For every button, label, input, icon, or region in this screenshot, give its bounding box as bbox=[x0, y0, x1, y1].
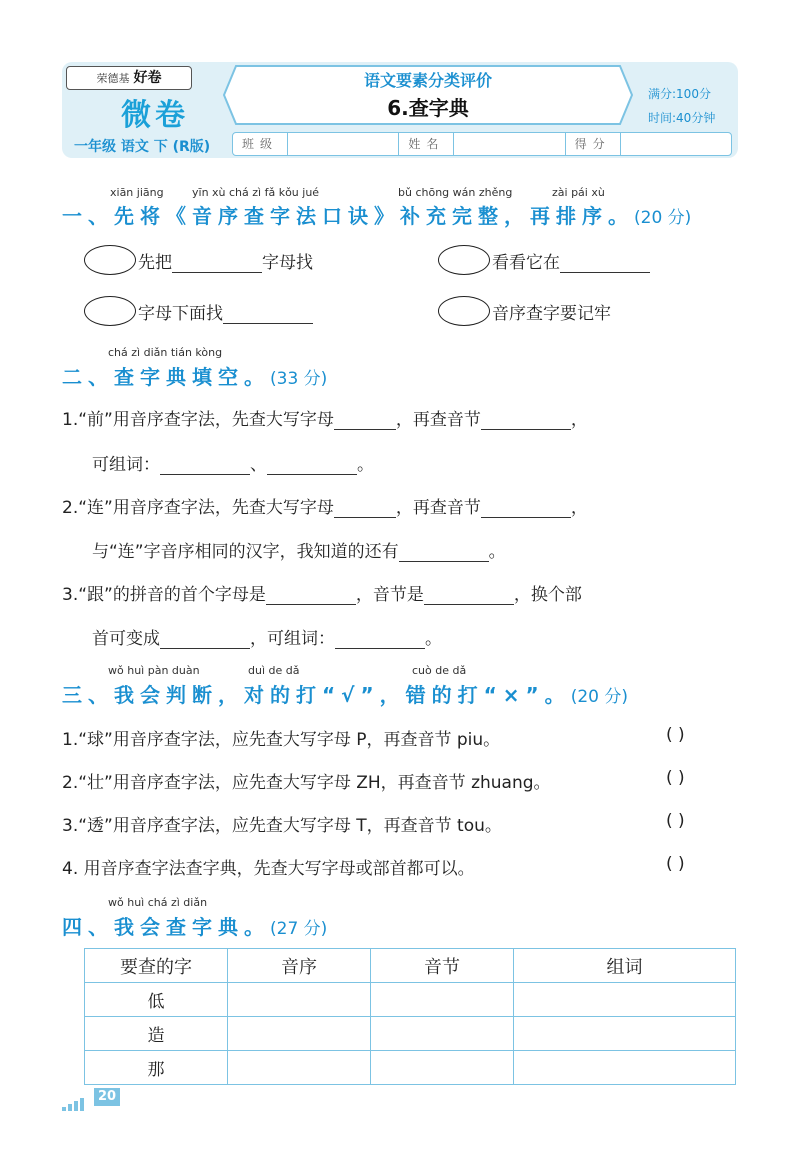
time-limit: 时间:40分钟 bbox=[648, 111, 716, 125]
s2-q1-a: 1.“前”用音序查字法，先查大写字母 bbox=[62, 410, 334, 430]
s3-answer-paren-1[interactable]: ( ) bbox=[666, 725, 685, 745]
s2-q1-blank-letter[interactable] bbox=[334, 411, 396, 430]
s2-q3-c: ，换个部 bbox=[513, 585, 582, 605]
name-cell bbox=[399, 133, 565, 155]
score-cell bbox=[566, 133, 731, 155]
s2-q2-blank-chars[interactable] bbox=[399, 543, 489, 562]
section-1-points: (20 分) bbox=[634, 208, 692, 228]
col-header-syllable: 音节 bbox=[371, 949, 514, 983]
score-label: 得分 bbox=[566, 133, 621, 155]
grade-label: 一年级 语文 下 (R版) bbox=[74, 139, 211, 155]
s2-q1-blank-word2[interactable] bbox=[267, 456, 357, 475]
section-2-points: (33 分) bbox=[270, 369, 328, 389]
s2-q2-a: 2.“连”用音序查字法，先查大写字母 bbox=[62, 498, 334, 518]
s2-q2-blank-syllable[interactable] bbox=[481, 499, 571, 518]
s2-q1-line2 bbox=[92, 450, 374, 475]
cell-order-input[interactable] bbox=[228, 1051, 371, 1085]
cell-words-input[interactable] bbox=[514, 1017, 736, 1051]
s1-pinyin-3: bǔ chōng wán zhěng bbox=[398, 186, 513, 199]
cell-syllable-input[interactable] bbox=[371, 983, 514, 1017]
s2-q1-c: ， bbox=[570, 410, 588, 430]
section-4-points: (27 分) bbox=[270, 919, 328, 939]
s3-item-3: 3.“透”用音序查字法，应先查大写字母 T，再查音节 tou。 bbox=[62, 816, 502, 836]
s1-item-3-pre: 字母下面找 bbox=[138, 304, 223, 324]
cell-words-input[interactable] bbox=[514, 983, 736, 1017]
s1-item-1-post: 字母找 bbox=[262, 253, 313, 273]
s1-pinyin-1: xiān jiāng bbox=[110, 186, 164, 199]
s2-q2-blank-letter[interactable] bbox=[334, 499, 396, 518]
s1-blank-2[interactable] bbox=[560, 254, 650, 273]
s1-item-4-text: 音序查字要记牢 bbox=[492, 304, 611, 324]
s2-q3-blank-letter[interactable] bbox=[266, 586, 356, 605]
s2-q3-f: 。 bbox=[425, 629, 442, 649]
full-score: 满分:100分 bbox=[648, 87, 711, 101]
s4-pinyin: wǒ huì chá zì diǎn bbox=[108, 896, 208, 909]
s2-q3-blank-syllable[interactable] bbox=[424, 586, 514, 605]
order-oval-4[interactable] bbox=[438, 296, 490, 326]
order-oval-1[interactable] bbox=[84, 245, 136, 275]
s2-q1-d: 可组词： bbox=[92, 455, 160, 475]
s1-item-2 bbox=[492, 248, 650, 273]
section-3-heading bbox=[62, 679, 628, 708]
s2-q3-d: 首可变成 bbox=[92, 629, 160, 649]
s2-q3-blank-char[interactable] bbox=[160, 630, 250, 649]
table-header-row bbox=[85, 949, 736, 983]
s2-q3-e: ，可组词： bbox=[250, 629, 335, 649]
s2-q3-b: ，音节是 bbox=[355, 585, 424, 605]
s2-q2-d: 与“连”字音序相同的汉字，我知道的还有 bbox=[92, 542, 399, 562]
s1-item-3 bbox=[138, 299, 313, 324]
dictionary-table bbox=[84, 948, 736, 1085]
cell-words-input[interactable] bbox=[514, 1051, 736, 1085]
s2-q1-blank-word1[interactable] bbox=[160, 456, 250, 475]
section-4-heading bbox=[62, 911, 327, 940]
table-row bbox=[85, 1017, 736, 1051]
s3-answer-paren-2[interactable]: ( ) bbox=[666, 768, 685, 788]
s1-item-1-pre: 先把 bbox=[138, 253, 172, 273]
s2-q3-a: 3.“跟”的拼音的首个字母是 bbox=[62, 585, 266, 605]
section-3-points: (20 分) bbox=[570, 687, 628, 707]
s2-q1-f: 。 bbox=[357, 455, 374, 475]
row-char: 造 bbox=[85, 1017, 228, 1051]
section-1-title: 一、先将《音序查字法口诀》补充完整，再排序。 bbox=[62, 204, 634, 228]
brand-good: 好卷 bbox=[133, 70, 162, 86]
section-4-title: 四、我会查字典。 bbox=[62, 915, 270, 939]
cell-syllable-input[interactable] bbox=[371, 1017, 514, 1051]
s3-item-4: 4. 用音序查字法查字典，先查大写字母或部首都可以。 bbox=[62, 859, 475, 879]
s2-q3-line1 bbox=[62, 580, 582, 605]
s2-q2-e: 。 bbox=[488, 542, 506, 562]
s2-q3-line2 bbox=[92, 624, 442, 649]
s1-blank-3[interactable] bbox=[223, 305, 313, 324]
s2-q1-blank-syllable[interactable] bbox=[481, 411, 571, 430]
section-2-title: 二、查字典填空。 bbox=[62, 365, 270, 389]
section-2-heading bbox=[62, 361, 327, 390]
s3-pinyin-3: cuò de dǎ bbox=[412, 664, 467, 677]
row-char: 低 bbox=[85, 983, 228, 1017]
cell-syllable-input[interactable] bbox=[371, 1051, 514, 1085]
col-header-char: 要查的字 bbox=[85, 949, 228, 983]
brand-small: 荣德基 bbox=[96, 72, 130, 85]
s1-item-4 bbox=[492, 299, 611, 324]
s2-q1-line1 bbox=[62, 405, 588, 430]
col-header-order: 音序 bbox=[228, 949, 371, 983]
cell-order-input[interactable] bbox=[228, 1017, 371, 1051]
class-cell bbox=[233, 133, 399, 155]
name-label: 姓名 bbox=[399, 133, 454, 155]
brand-logo bbox=[66, 66, 192, 90]
page-number: 20 bbox=[94, 1088, 120, 1106]
s2-q2-line2 bbox=[92, 537, 506, 562]
s1-blank-1[interactable] bbox=[172, 254, 262, 273]
page-bars-decoration bbox=[62, 1092, 86, 1111]
s3-answer-paren-3[interactable]: ( ) bbox=[666, 811, 685, 831]
student-info-row bbox=[232, 132, 732, 156]
paper-title: 微卷 bbox=[121, 98, 189, 133]
s3-pinyin-2: duì de dǎ bbox=[248, 664, 300, 677]
class-label: 班级 bbox=[233, 133, 288, 155]
s1-item-1 bbox=[138, 248, 313, 273]
s2-q2-c: ， bbox=[570, 498, 588, 518]
section-3-title: 三、我会判断，对的打“√”，错的打“×”。 bbox=[62, 683, 571, 707]
table-row bbox=[85, 983, 736, 1017]
s3-pinyin-1: wǒ huì pàn duàn bbox=[108, 664, 200, 677]
cell-order-input[interactable] bbox=[228, 983, 371, 1017]
table-row bbox=[85, 1051, 736, 1085]
s1-item-2-pre: 看看它在 bbox=[492, 253, 560, 273]
row-char: 那 bbox=[85, 1051, 228, 1085]
col-header-words: 组词 bbox=[514, 949, 736, 983]
s2-q2-line1 bbox=[62, 493, 588, 518]
s1-pinyin-4: zài pái xù bbox=[552, 186, 605, 199]
s2-q1-b: ，再查音节 bbox=[395, 410, 481, 430]
order-oval-3[interactable] bbox=[84, 296, 136, 326]
s3-item-2: 2.“壮”用音序查字法，应先查大写字母 ZH，再查音节 zhuang。 bbox=[62, 773, 551, 793]
s2-q1-e: 、 bbox=[250, 455, 267, 475]
s3-item-1: 1.“球”用音序查字法，应先查大写字母 P，再查音节 piu。 bbox=[62, 730, 501, 750]
section-1-heading bbox=[62, 200, 691, 229]
s1-pinyin-2: yīn xù chá zì fǎ kǒu jué bbox=[192, 186, 320, 199]
s2-q2-b: ，再查音节 bbox=[395, 498, 481, 518]
s2-pinyin: chá zì diǎn tián kòng bbox=[108, 346, 223, 359]
order-oval-2[interactable] bbox=[438, 245, 490, 275]
lesson-title: 6.查字典 bbox=[387, 96, 469, 120]
s2-q3-blank-word[interactable] bbox=[335, 630, 425, 649]
series-title: 语文要素分类评价 bbox=[363, 71, 492, 90]
s3-answer-paren-4[interactable]: ( ) bbox=[666, 854, 685, 874]
